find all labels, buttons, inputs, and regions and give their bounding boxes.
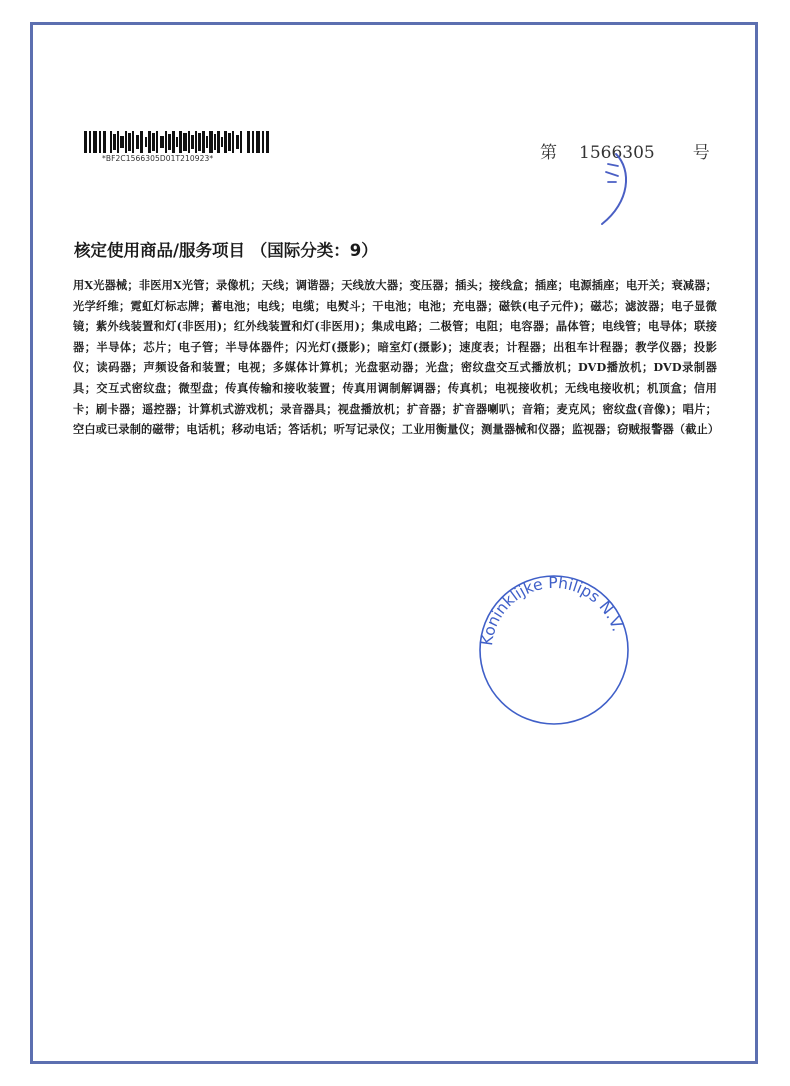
- goods-services-list: 用X光器械；非医用X光管；录像机；天线；调谐器；天线放大器；变压器；插头；接线盒；插座；电源插座；电开关；衰减器；光学纤维；霓虹灯标志牌；蓄电池；电线；电缆；电熨斗；干电池；电池；充电器；磁铁(电子元件)；磁芯；滤波器；电子显微镜；紫外线装置和灯(非医用)；红外线装置和灯(非医用)；集成电路；二极管；电阻；电容器；晶体管；电线管；电导体；联接器；半导体；芯片；电子管；半导体器件；闪光灯(摄影)；暗室灯(摄影)；速度表；计程器；出租车计程器；教学仪器；投影仪；读码器；声频设备和装置；电视；多媒体计算机；光盘驱动器；光盘；密纹盘交互式播放机；DVD播放机；DVD录制器具；交互式密纹盘；微型盘；传真传输和接收装置；传真用调制解调器；传真机；电视接收机；无线电接收机；机顶盒；信用卡；刷卡器；遥控器；计算机式游戏机；录音器具；视盘播放机；扩音器；扩音器喇叭；音箱；麦克风；密纹盘(音像)；唱片；空白或已录制的磁带；电话机；移动电话；答话机；听写记录仪；工业用衡量仪；测量器械和仪器；监视器；窃贼报警器（截止）: [73, 278, 720, 437]
- registration-suffix: 号: [692, 143, 710, 163]
- handwritten-mark-icon: [592, 150, 652, 230]
- registration-prefix: 第: [540, 143, 557, 163]
- stamp-text: Koninklijke Philips N.V.: [478, 573, 627, 647]
- registration-number-value: 1566305: [579, 143, 655, 163]
- barcode-bars-icon: [84, 131, 274, 153]
- company-stamp: [470, 562, 640, 732]
- barcode: [84, 131, 274, 163]
- barcode-code: *BF2C1566305D01T210923*: [102, 154, 214, 163]
- section-title: 核定使用商品/服务项目 （国际分类：9）: [74, 241, 378, 260]
